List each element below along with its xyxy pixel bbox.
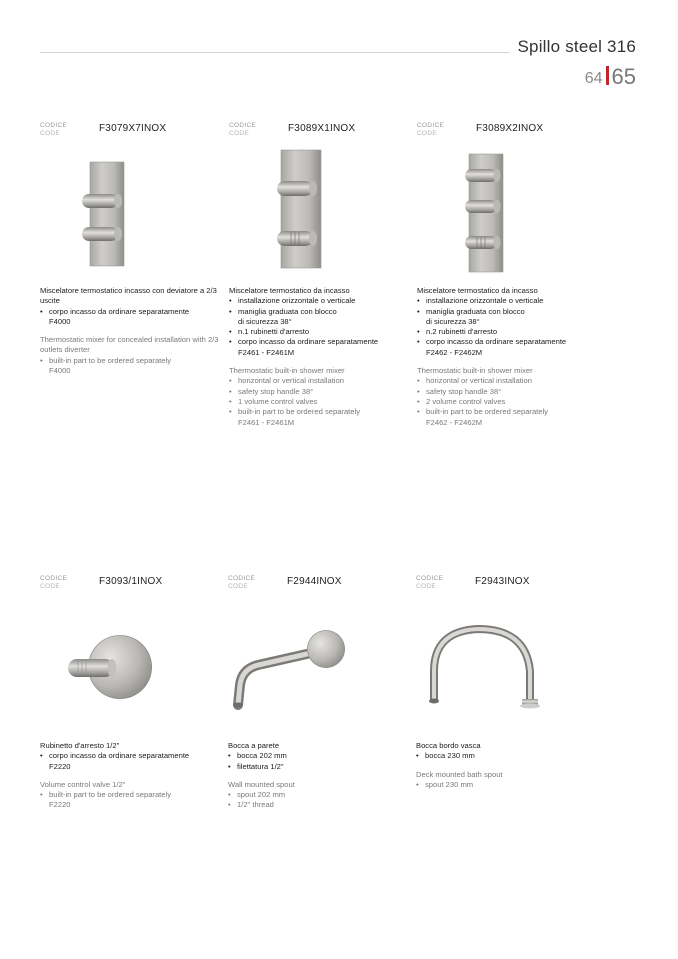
list-item: • corpo incasso da ordinare separatamente <box>40 751 225 761</box>
list-item: • installazione orizzontale o verticale <box>229 296 414 306</box>
list-item: • maniglia graduata con blocco <box>417 307 602 317</box>
desc-en-title: Thermostatic built-in shower mixer <box>417 366 533 376</box>
desc-it-ref: F4000 <box>49 316 71 326</box>
list-item: • 1 volume control valves <box>229 397 414 407</box>
code-label: CODICE CODE <box>40 122 68 137</box>
code-row <box>228 575 413 593</box>
list-item: • built-in part to be ordered separately <box>417 407 602 417</box>
list-item: • built-in part to be ordered separately <box>40 790 225 800</box>
desc-en-title: Deck mounted bath spout <box>416 769 503 779</box>
code-row <box>40 575 225 593</box>
desc-en-ref: F2461 - F2461M <box>238 417 295 427</box>
product-description <box>416 741 601 790</box>
product-description <box>228 741 413 811</box>
list-item: • maniglia graduata con blocco <box>229 307 414 317</box>
product-card <box>228 575 413 825</box>
desc-en-title: Volume control valve 1/2" <box>40 779 126 789</box>
product-card <box>417 122 602 432</box>
code-label: CODICE CODE <box>40 575 68 590</box>
product-code: F3079X7INOX <box>99 123 167 134</box>
list-item: • 1/2" thread <box>228 800 413 810</box>
list-item: • built-in part to be ordered separately <box>229 407 414 417</box>
desc-it-title: Miscelatore termostatico da incasso <box>417 286 538 295</box>
desc-it-title: Miscelatore termostatico da incasso <box>229 286 350 295</box>
list-item: • 2 volume control valves <box>417 397 602 407</box>
desc-it-title: Bocca bordo vasca <box>416 741 481 750</box>
product-card <box>40 122 225 412</box>
wall-spout-icon <box>228 621 353 711</box>
product-code: F3093/1INOX <box>99 576 163 587</box>
list-item: • safety stop handle 38° <box>229 387 414 397</box>
desc-it-title: Miscelatore termostatico incasso con deviatore a 2/3 uscite <box>40 286 217 306</box>
code-label: CODICE CODE <box>228 575 256 590</box>
product-code: F3089X1INOX <box>288 123 356 134</box>
product-card <box>40 575 225 825</box>
list-item: • bocca 230 mm <box>416 751 601 761</box>
code-row <box>416 575 601 593</box>
desc-it-ref: F2461 - F2461M <box>238 347 295 357</box>
code-row <box>40 122 225 140</box>
deck-bath-spout-icon <box>426 621 556 711</box>
code-label: CODICE CODE <box>417 122 445 137</box>
desc-en-title: Thermostatic mixer for concealed installation with 2/3 outlets diverter <box>40 335 219 355</box>
desc-en-title: Wall mounted spout <box>228 779 295 789</box>
list-item: • corpo incasso da ordinare separatamente <box>417 337 602 347</box>
product-code: F2944INOX <box>287 576 342 587</box>
desc-it-ref: F2220 <box>49 761 71 771</box>
list-item-sub: di sicurezza 38° <box>426 316 480 326</box>
list-item: • spout 202 mm <box>228 790 413 800</box>
code-row <box>417 122 602 140</box>
list-item: • safety stop handle 38° <box>417 387 602 397</box>
product-card <box>416 575 601 825</box>
list-item: • built-in part to be ordered separately <box>40 356 225 366</box>
list-item: • installazione orizzontale o verticale <box>417 296 602 306</box>
list-item: • horizontal or vertical installation <box>417 376 602 386</box>
product-code: F3089X2INOX <box>476 123 544 134</box>
desc-en-ref: F4000 <box>49 366 71 376</box>
list-item <box>229 317 414 327</box>
desc-it-title: Rubinetto d'arresto 1/2" <box>40 741 120 750</box>
desc-it-title: Bocca a parete <box>228 741 280 750</box>
product-description <box>229 286 414 428</box>
code-label: CODICE CODE <box>229 122 257 137</box>
list-item: • horizontal or vertical installation <box>229 376 414 386</box>
shower-mixer-2-handles-icon <box>80 160 170 272</box>
desc-en-ref: F2462 - F2462M <box>426 417 483 427</box>
product-code: F2943INOX <box>475 576 530 587</box>
desc-en-ref: F2220 <box>49 800 71 810</box>
list-item: • bocca 202 mm <box>228 751 413 761</box>
product-description <box>40 741 225 811</box>
desc-it-ref: F2462 - F2462M <box>426 347 483 357</box>
product-description <box>417 286 602 428</box>
volume-control-valve-icon <box>64 635 164 715</box>
series-title: Spillo steel 316 <box>517 37 636 56</box>
list-item-sub: di sicurezza 38° <box>238 316 292 326</box>
page-numbers <box>585 66 636 88</box>
list-item: • corpo incasso da ordinare separatamente <box>229 337 414 347</box>
page-divider-bar <box>606 66 609 85</box>
product-description <box>40 286 225 376</box>
list-item <box>417 317 602 327</box>
product-card <box>229 122 414 432</box>
shower-mixer-2-handles-icon <box>269 148 359 270</box>
list-item: • n.1 rubinetti d'arresto <box>229 327 414 337</box>
code-label: CODICE CODE <box>416 575 444 590</box>
header-rule <box>40 52 510 53</box>
list-item: • corpo incasso da ordinare separatamente <box>40 307 225 317</box>
page-number-left: 64 <box>584 70 603 87</box>
list-item: • spout 230 mm <box>416 780 601 790</box>
list-item: • n.2 rubinetti d'arresto <box>417 327 602 337</box>
page-number-right: 65 <box>611 64 636 89</box>
code-row <box>229 122 414 140</box>
desc-en-title: Thermostatic built-in shower mixer <box>229 366 345 376</box>
shower-mixer-3-handles-icon <box>457 152 547 274</box>
list-item: • filettatura 1/2" <box>228 762 413 772</box>
